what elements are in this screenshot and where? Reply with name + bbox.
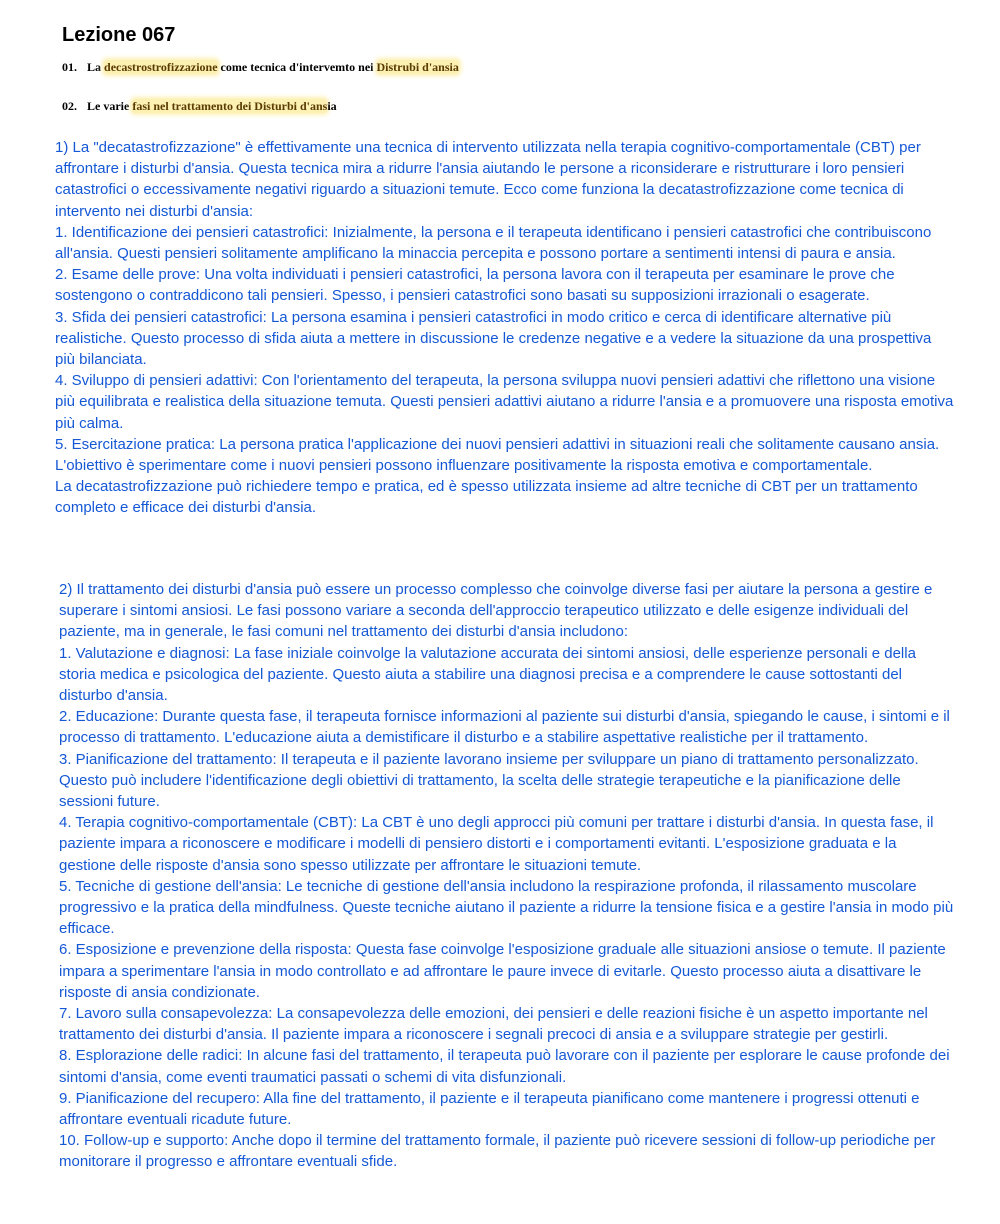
answer-list-item: 8. Esplorazione delle radici: In alcune fasi del trattamento, il terapeuta può lavorare con il paziente per esplorare le cause profonde dei sintomi d'ansia, come eventi traumatici passati o schemi di vita disfunzionali.: [59, 1047, 950, 1086]
answer-list-item: 5. Tecniche di gestione dell'ansia: Le tecniche di gestione dell'ansia includono la respirazione profonda, il rilassamento muscolare progressivo e la pratica della mindfulness. Queste tecniche aiutano il paziente a ridurre la tensione fisica e a gestire l'ansia in modo più efficace.: [59, 877, 954, 938]
highlighted-term: fasi nel trattamento dei Disturbi d'ans: [132, 99, 328, 113]
question-text-pre: La: [87, 60, 105, 74]
answer-list-item: 9. Pianificazione del recupero: Alla fine del trattamento, il paziente e il terapeuta pianificano come mantenere i progressi ottenuti e affrontare eventuali ricadute future.: [59, 1089, 920, 1129]
question-item: [62, 99, 337, 114]
answer-list-item: 2. Esame delle prove: Una volta individuati i pensieri catastrofici, la persona lavora con il terapeuta per esaminare le prove che sostengono o contraddicono tali pensieri. Spesso, i pensieri catastrofici sono basati su supposizioni irrazionali o esagerate.: [55, 266, 895, 305]
answer-list-item: 4. Sviluppo di pensieri adattivi: Con l'orientamento del terapeuta, la persona sviluppa nuovi pensieri adattivi che riflettono una visione più equilibrata e realistica della situazione temuta. Questi pensieri adattivi aiutano a ridurre l'ansia e a promuovere una risposta emotiva più calma.: [55, 372, 954, 432]
question-item: [62, 60, 459, 75]
answer-list-item: 5. Esercitazione pratica: La persona pratica l'applicazione dei nuovi pensieri adattivi in situazioni reali che solitamente causano ansia. L'obiettivo è sperimentare come i nuovi pensieri possono influenzare positivamente la risposta emotiva e comportamentale.: [55, 435, 940, 475]
question-number: 02.: [62, 99, 77, 113]
answer-block: [55, 137, 955, 519]
question-text-mid: come tecnica d'intervemto nei: [217, 60, 377, 74]
answer-list-item: 2. Educazione: Durante questa fase, il terapeuta fornisce informazioni al paziente sui disturbi d'ansia, spiegando le cause, i sintomi e il processo di trattamento. L'educazione aiuta a demistificare il disturbo e a stabilire aspettative realistiche per il trattamento.: [59, 708, 950, 747]
answer-list-item: 6. Esposizione e prevenzione della risposta: Questa fase coinvolge l'esposizione graduale alle situazioni ansiose o temute. Il paziente impara a sperimentare l'ansia in modo controllato e ad affrontare le paure invece di evitarle. Questo processo aiuta a disattivare le risposte di ansia condizionate.: [59, 941, 946, 1001]
answer-list-item: 4. Terapia cognitivo-comportamentale (CBT): La CBT è uno degli approcci più comuni per trattare i disturbi d'ansia. In questa fase, il paziente impara a riconoscere e modificare i modelli di pensiero distorti e i comportamenti evitanti. L'esposizione graduata e la gestione delle risposte d'ansia sono spesso utilizzate per affrontare le situazioni temute.: [59, 814, 934, 874]
answer-list-item: 1. Valutazione e diagnosi: La fase iniziale coinvolge la valutazione accurata dei sintomi ansiosi, delle esperienze personali e della storia medica e psicologica del paziente. Questo aiuta a stabilire una diagnosi precisa e a comprendere le cause sottostanti del disturbo d'ansia.: [59, 644, 916, 705]
highlighted-term: Distrubi d'ansia: [376, 60, 459, 74]
question-number: 01.: [62, 60, 77, 74]
answer-list-item: 3. Pianificazione del trattamento: Il terapeuta e il paziente lavorano insieme per sviluppare un piano di trattamento personalizzato. Questo può includere l'identificazione degli obiettivi di trattamento, la scelta delle strategie terapeutiche e la pianificazione delle sessioni future.: [59, 750, 919, 811]
answer-list-item: 10. Follow-up e supporto: Anche dopo il termine del trattamento formale, il paziente può ricevere sessioni di follow-up periodiche per monitorare il progresso e affrontare eventuali sfide.: [59, 1132, 936, 1171]
question-text-post: ia: [327, 99, 337, 113]
answer-list-item: 3. Sfida dei pensieri catastrofici: La persona esamina i pensieri catastrofici in modo critico e cerca di identificare alternative più realistiche. Questo processo di sfida aiuta a mettere in discussione le credenze negative e a vedere la situazione da una prospettiva più bilanciata.: [55, 308, 932, 369]
answer-list-item: 1. Identificazione dei pensieri catastrofici: Inizialmente, la persona e il terapeuta identificano i pensieri catastrofici che contribuiscono all'ansia. Questi pensieri solitamente amplificano la minaccia percepita e possono portare a sentimenti intensi di paura e ansia.: [55, 223, 932, 263]
answer-block: [59, 579, 955, 1173]
answer-list-item: 7. Lavoro sulla consapevolezza: La consapevolezza delle emozioni, dei pensieri e delle reazioni fisiche è un aspetto importante nel trattamento dei disturbi d'ansia. Il paziente impara a riconoscere i segnali precoci di ansia e a sviluppare strategie per gestirli.: [59, 1005, 928, 1044]
lesson-title: Lezione 067: [62, 24, 176, 46]
answer-intro: 1) La "decatastrofizzazione" è effettivamente una tecnica di intervento utilizzata nella terapia cognitivo-comportamentale (CBT) per affrontare i disturbi d'ansia. Questa tecnica mira a ridurre l'ansia aiutando le persone a riconsiderare e ristrutturare i loro pensieri catastrofici o eccessivamente negativi riguardo a situazioni temute. Ecco come funziona la decatastrofizzazione come tecnica di intervento nei disturbi d'ansia:: [55, 139, 921, 220]
answer-intro: 2) Il trattamento dei disturbi d'ansia può essere un processo complesso che coinvolge diverse fasi per aiutare la persona a gestire e superare i sintomi ansiosi. Le fasi possono variare a seconda dell'approccio terapeutico utilizzato e delle esigenze individuali del paziente, ma in generale, le fasi comuni nel trattamento dei disturbi d'ansia includono:: [59, 581, 933, 641]
answer-conclusion: La decatastrofizzazione può richiedere tempo e pratica, ed è spesso utilizzata insieme ad altre tecniche di CBT per un trattamento completo e efficace dei disturbi d'ansia.: [55, 478, 918, 517]
highlighted-term: decastrostrofizzazione: [104, 60, 218, 74]
question-text-pre: Le varie: [87, 99, 133, 113]
